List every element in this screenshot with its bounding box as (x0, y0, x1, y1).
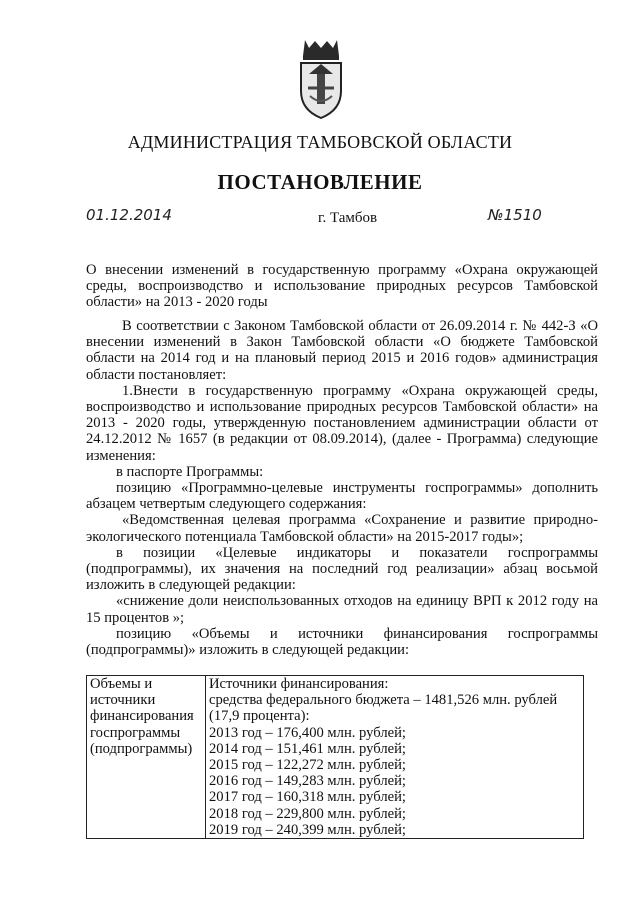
label-line: источники (90, 692, 156, 709)
value-line: 2019 год – 240,399 млн. рублей; (209, 821, 406, 838)
document-type: ПОСТАНОВЛЕНИЕ (217, 170, 423, 194)
paragraph: позицию «Объемы и источники финансирования госпрограммы (подпрограммы)» изложить в следующей редакции: (86, 625, 598, 659)
organization-name: АДМИНИСТРАЦИЯ ТАМБОВСКОЙ ОБЛАСТИ (127, 132, 513, 152)
subject-text: О внесении изменений в государственную программу «Охрана окружающей среды, воспроизводство и использование природных ресурсов Тамбовской области» на 2013 - 2020 годы (86, 262, 598, 311)
paragraph: «Ведомственная целевая программа «Сохранение и развитие природно-экологического потенциала Тамбовской области» на 2015-2017 годы»; (86, 512, 598, 545)
value-line: 2014 год – 151,461 млн. рублей; (209, 740, 406, 757)
value-line: (17,9 процента): (209, 708, 310, 725)
paragraph: 1.Внести в государственную программу «Охрана окружающей среды, воспроизводство и использование природных ресурсов Тамбовской области» на 2013 - 2020 годы, утвержденную постановлением администрации области от 24.12.2012 № 1657 (в редакции от 08.09.2014), (далее - Программа) следующие изменения: (86, 382, 598, 464)
paragraph: В соответствии с Законом Тамбовской области от 26.09.2014 г. № 442-З «О внесении изменений в Закон Тамбовской области «О бюджете Тамбовской области на 2014 год и на плановый период 2015 и 2016 годов» администрация области постановляет: (86, 318, 598, 383)
financing-label-cell (87, 676, 206, 839)
paragraph: в паспорте Программы: (116, 463, 264, 480)
document-city: г. Тамбов (318, 210, 378, 226)
document-body (86, 318, 598, 658)
label-line: госпрограммы (90, 724, 181, 741)
value-line: 2016 год – 149,283 млн. рублей; (209, 773, 406, 790)
coat-of-arms-icon (296, 36, 346, 120)
value-line: Источники финансирования: (209, 676, 389, 692)
table-row (87, 676, 584, 839)
document-subject (86, 262, 598, 311)
document-number: №1510 (488, 206, 542, 224)
financing-table (86, 675, 584, 839)
financing-value-cell (206, 676, 584, 839)
value-line: 2015 год – 122,272 млн. рублей; (209, 757, 406, 774)
value-line: 2018 год – 229,800 млн. рублей; (209, 805, 406, 822)
label-line: (подпрограммы) (90, 740, 193, 757)
paragraph: позицию «Программно-целевые инструменты госпрограммы» дополнить абзацем четвертым следующего содержания: (86, 480, 598, 513)
label-line: финансирования (90, 708, 194, 725)
document-date: 01.12.2014 (86, 206, 172, 224)
paragraph: в позиции «Целевые индикаторы и показатели госпрограммы (подпрограммы), их значения на последний год реализации» абзац восьмой изложить в следующей редакции: (86, 544, 598, 594)
label-line: Объемы и (90, 676, 153, 692)
value-line: 2013 год – 176,400 млн. рублей; (209, 724, 406, 741)
value-line: 2017 год – 160,318 млн. рублей; (209, 789, 406, 806)
value-line: средства федерального бюджета – 1481,526 млн. рублей (209, 692, 558, 709)
paragraph: «снижение доли неиспользованных отходов на единицу ВРП к 2012 году на 15 процентов »; (86, 593, 598, 626)
